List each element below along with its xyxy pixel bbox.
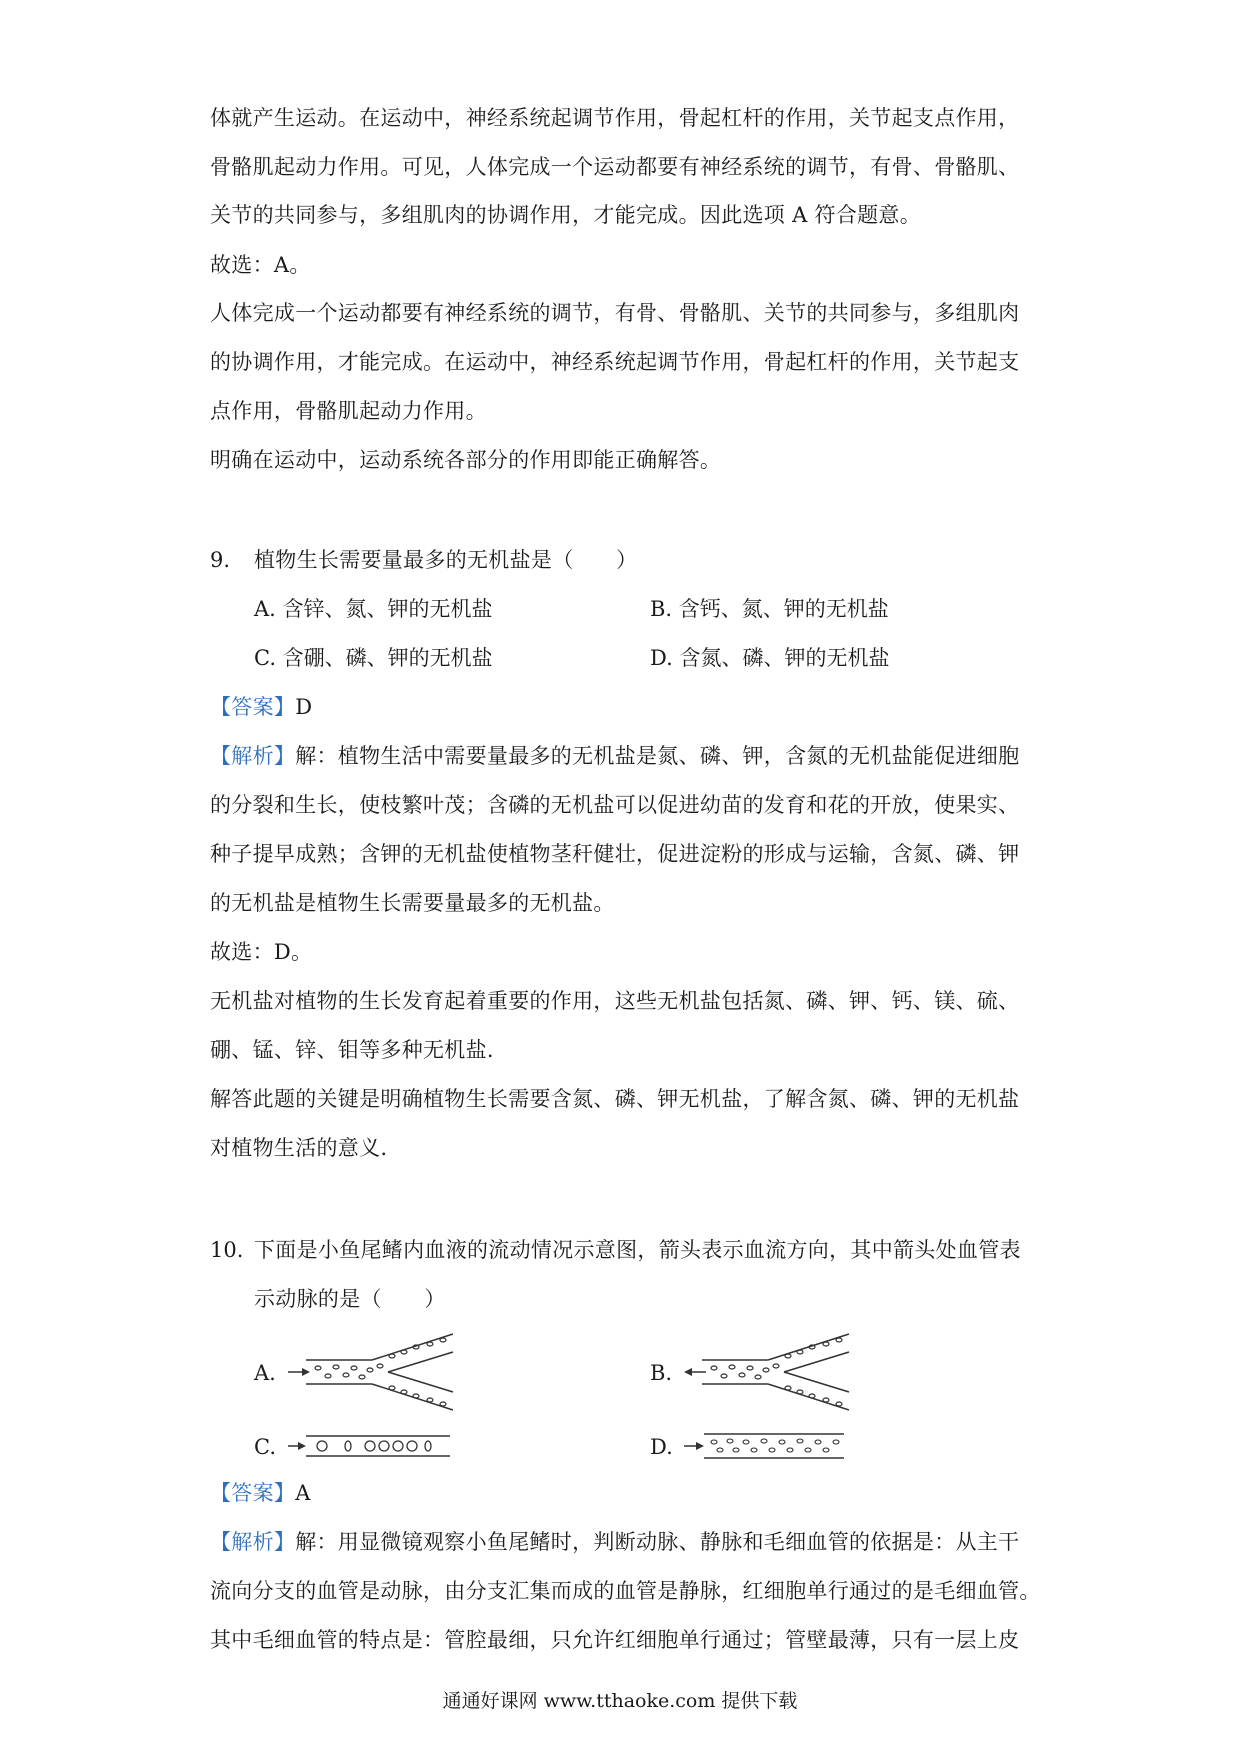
- question-9-analysis: [210, 741, 1019, 771]
- analysis-tag: 【解析】: [210, 1530, 296, 1554]
- question-10-number: 10.: [210, 1238, 244, 1262]
- question-10-option-b-label: B.: [650, 1361, 673, 1385]
- vessel-diagram-b: [684, 1332, 854, 1412]
- question-10-option-c-label: C.: [254, 1435, 276, 1459]
- question-9-option-c: C. 含硼、磷、钾的无机盐: [254, 646, 493, 670]
- question-9-option-b: B. 含钙、氮、钾的无机盐: [650, 597, 889, 621]
- vessel-diagram-d: [684, 1428, 854, 1464]
- intro-line: 人体完成一个运动都要有神经系统的调节，有骨、骨骼肌、关节的共同参与，多组肌肉: [210, 301, 1020, 325]
- analysis-line: 的无机盐是植物生长需要量最多的无机盐。: [210, 891, 615, 915]
- arrow-left-icon: [684, 1368, 706, 1376]
- answer-value: A: [295, 1481, 311, 1505]
- page-footer: 通通好课网 www.tthaoke.com 提供下载: [442, 1690, 798, 1712]
- question-9-number: 9.: [210, 548, 231, 572]
- analysis-line: 种子提早成熟；含钾的无机盐使植物茎秆健壮，促进淀粉的形成与运输，含氮、磷、钾: [210, 842, 1020, 866]
- vessel-diagram-a: [288, 1332, 458, 1412]
- answer-tag: 【答案】: [210, 1481, 296, 1505]
- analysis-line: 流向分支的血管是动脉，由分支汇集而成的血管是静脉，红细胞单行通过的是毛细血管。: [210, 1579, 1041, 1603]
- intro-line: 的协调作用，才能完成。在运动中，神经系统起调节作用，骨起杠杆的作用，关节起支: [210, 350, 1020, 374]
- arrow-right-icon: [288, 1368, 310, 1376]
- vessel-diagram-c: [288, 1428, 458, 1464]
- question-10-analysis: [210, 1527, 1019, 1557]
- analysis-text: 解：用显微镜观察小鱼尾鳍时，判断动脉、静脉和毛细血管的依据是：从主干: [295, 1530, 1020, 1554]
- analysis-line: 对植物生活的意义.: [210, 1136, 388, 1160]
- question-9-option-a: A. 含锌、氮、钾的无机盐: [254, 597, 493, 621]
- analysis-tag: 【解析】: [210, 744, 296, 768]
- answer-value: D: [295, 695, 313, 719]
- answer-tag: 【答案】: [210, 695, 296, 719]
- question-10-stem: 示动脉的是（ ）: [254, 1287, 446, 1311]
- intro-line: 骨骼肌起动力作用。可见，人体完成一个运动都要有神经系统的调节，有骨、骨骼肌、: [210, 155, 1020, 179]
- analysis-line: 其中毛细血管的特点是：管腔最细，只允许红细胞单行通过；管壁最薄，只有一层上皮: [210, 1628, 1020, 1652]
- question-10-option-a-label: A.: [254, 1361, 276, 1385]
- analysis-line: 硼、锰、锌、钼等多种无机盐.: [210, 1038, 494, 1062]
- question-10-option-d-label: D.: [650, 1435, 673, 1459]
- question-10-stem: 下面是小鱼尾鳍内血液的流动情况示意图，箭头表示血流方向，其中箭头处血管表: [254, 1238, 1021, 1262]
- question-9-stem: 植物生长需要量最多的无机盐是（ ）: [254, 548, 638, 572]
- intro-line: 关节的共同参与，多组肌肉的协调作用，才能完成。因此选项 A 符合题意。: [210, 203, 922, 227]
- question-10-answer: [210, 1478, 311, 1508]
- analysis-line: 无机盐对植物的生长发育起着重要的作用，这些无机盐包括氮、磷、钾、钙、镁、硫、: [210, 989, 1020, 1013]
- question-9-option-d: D. 含氮、磷、钾的无机盐: [650, 646, 890, 670]
- analysis-line: 解答此题的关键是明确植物生长需要含氮、磷、钾无机盐，了解含氮、磷、钾的无机盐: [210, 1087, 1020, 1111]
- arrow-right-icon: [288, 1442, 306, 1450]
- intro-line: 明确在运动中，运动系统各部分的作用即能正确解答。: [210, 448, 722, 472]
- analysis-line: 故选：D。: [210, 940, 313, 964]
- analysis-text: 解：植物生活中需要量最多的无机盐是氮、磷、钾，含氮的无机盐能促进细胞: [295, 744, 1020, 768]
- question-9-answer: [210, 692, 312, 722]
- analysis-line: 的分裂和生长，使枝繁叶茂；含磷的无机盐可以促进幼苗的发育和花的开放，使果实、: [210, 793, 1020, 817]
- intro-line: 故选：A。: [210, 253, 311, 277]
- intro-line: 体就产生运动。在运动中，神经系统起调节作用，骨起杠杆的作用，关节起支点作用，: [210, 106, 1020, 130]
- arrow-right-icon: [684, 1442, 704, 1450]
- intro-line: 点作用，骨骼肌起动力作用。: [210, 399, 487, 423]
